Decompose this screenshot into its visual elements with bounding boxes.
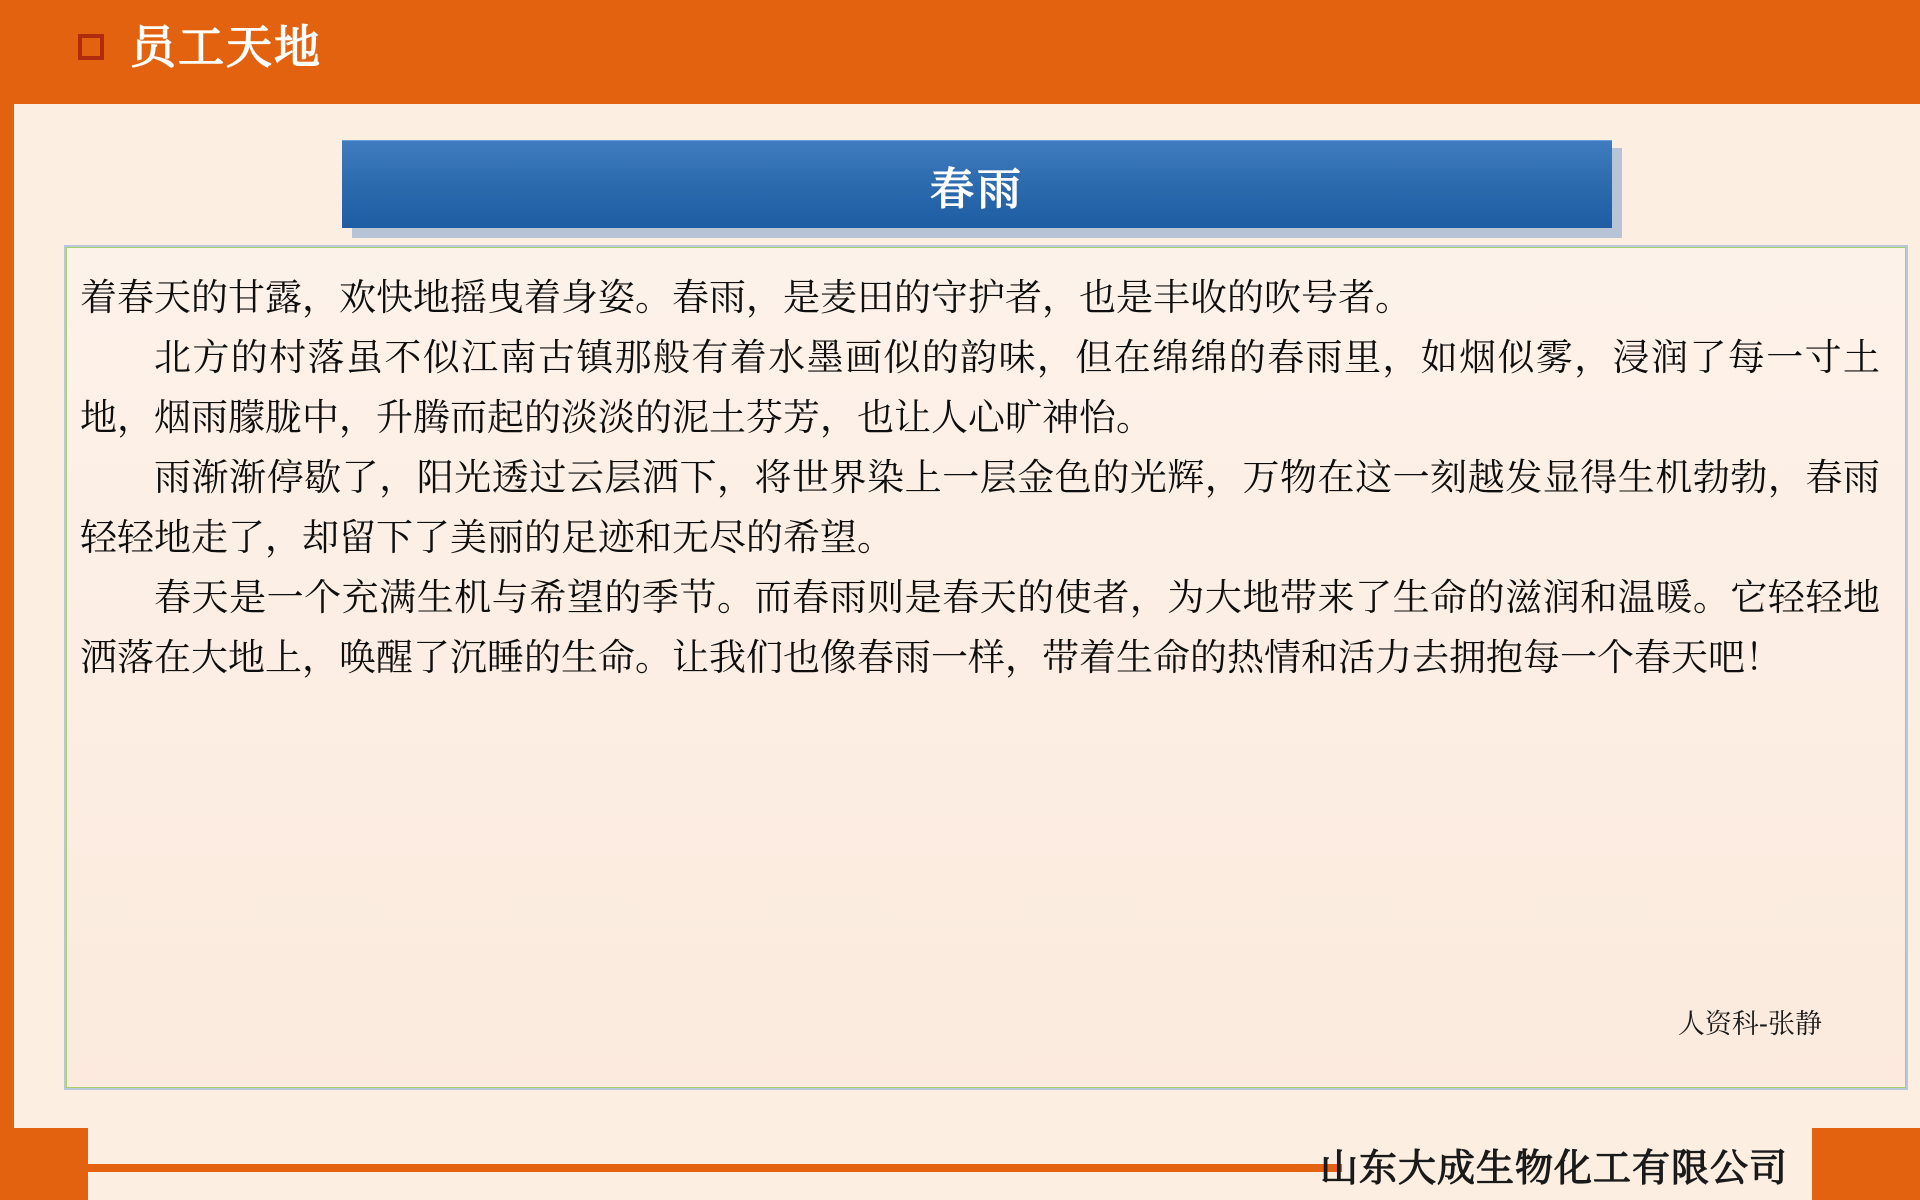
footer-rule [72, 1164, 1342, 1172]
slide-header [0, 0, 1920, 104]
article-signature: 人资科-张静 [1677, 1009, 1822, 1040]
article-paragraph: 北方的村落虽不似江南古镇那般有着水墨画似的韵味，但在绵绵的春雨里，如烟似雾，浸润了每一寸土地，烟雨朦胧中，升腾而起的淡淡的泥土芬芳，也让人心旷神怡。 [80, 335, 1880, 439]
article-paragraph: 雨渐渐停歇了，阳光透过云层洒下，将世界染上一层金色的光辉，万物在这一刻越发显得生机勃勃，春雨轻轻地走了，却留下了美丽的足迹和无尽的希望。 [80, 455, 1880, 559]
header-title-group [78, 21, 322, 73]
right-margin-strip [1910, 104, 1920, 1200]
article-title-plaque [342, 140, 1612, 228]
article-paragraph: 春天是一个充满生机与希望的季节。而春雨则是春天的使者，为大地带来了生命的滋润和温暖。它轻轻地洒落在大地上，唤醒了沉睡的生命。让我们也像春雨一样，带着生命的热情和活力去拥抱每一个春天吧！ [80, 575, 1880, 679]
page-title: 员工天地 [130, 21, 322, 73]
article-title: 春雨 [930, 164, 1024, 214]
square-outline-icon [78, 34, 104, 60]
article-paragraph: 着春天的甘露，欢快地摇曳着身姿。春雨，是麦田的守护者，也是丰收的吹号者。 [80, 276, 1412, 319]
footer-accent-right [1812, 1128, 1920, 1200]
article-body [80, 268, 1880, 688]
footer-company-name: 山东大成生物化工有限公司 [1319, 1148, 1788, 1190]
left-accent-strip [0, 104, 14, 1200]
